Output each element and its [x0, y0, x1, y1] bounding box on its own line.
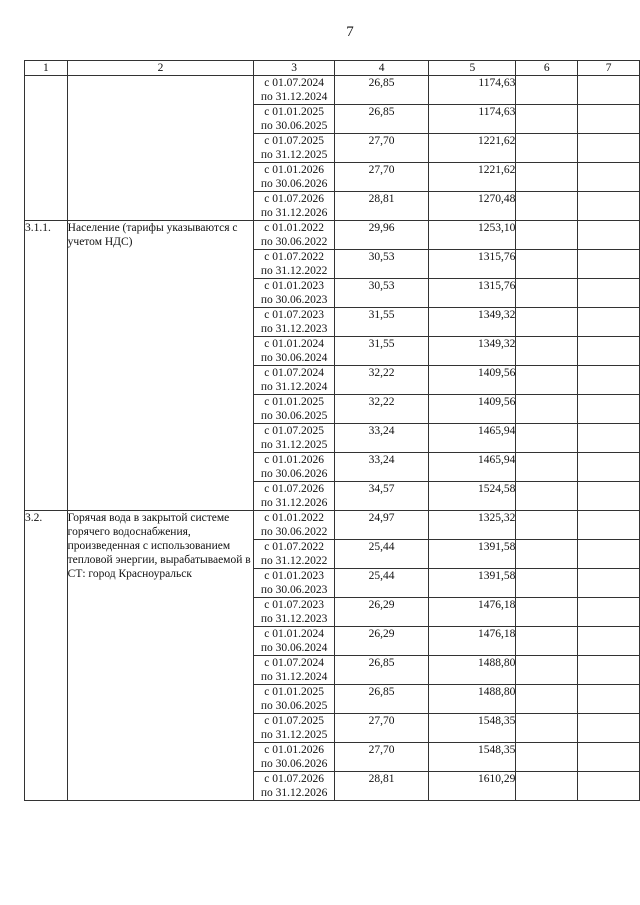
- empty-col7-cell: [578, 627, 640, 656]
- period-cell: [254, 163, 334, 192]
- value-col5-cell: 1409,56: [429, 366, 516, 395]
- value-col5-cell: 1221,62: [429, 134, 516, 163]
- value-col5-cell: 1349,32: [429, 337, 516, 366]
- period-from: с 01.01.2023: [264, 570, 324, 582]
- empty-col6-cell: [516, 366, 578, 395]
- period-cell: [254, 511, 334, 540]
- value-col5-cell: 1548,35: [429, 714, 516, 743]
- empty-col7-cell: [578, 105, 640, 134]
- period-to: по 31.12.2026: [260, 207, 328, 219]
- value-col4-cell: 26,85: [334, 685, 429, 714]
- value-col4-cell: 24,97: [334, 511, 429, 540]
- value-col4-cell: 32,22: [334, 395, 429, 424]
- value-col5-cell: 1391,58: [429, 569, 516, 598]
- empty-col6-cell: [516, 105, 578, 134]
- value-col5-cell: 1488,80: [429, 685, 516, 714]
- period-to: по 30.06.2024: [260, 642, 328, 654]
- empty-col6-cell: [516, 192, 578, 221]
- empty-col6-cell: [516, 598, 578, 627]
- period-to: по 31.12.2024: [260, 91, 328, 103]
- period-to: по 30.06.2024: [260, 352, 328, 364]
- value-col5-cell: 1315,76: [429, 279, 516, 308]
- empty-col7-cell: [578, 366, 640, 395]
- period-from: с 01.07.2023: [264, 599, 324, 611]
- empty-col6-cell: [516, 308, 578, 337]
- value-col5-cell: 1488,80: [429, 656, 516, 685]
- value-col4-cell: 32,22: [334, 366, 429, 395]
- value-col5-cell: 1221,62: [429, 163, 516, 192]
- period-from: с 01.07.2026: [264, 483, 324, 495]
- empty-col7-cell: [578, 482, 640, 511]
- period-to: по 31.12.2024: [260, 671, 328, 683]
- period-cell: [254, 540, 334, 569]
- empty-col6-cell: [516, 772, 578, 801]
- value-col5-cell: 1325,32: [429, 511, 516, 540]
- value-col5-cell: 1315,76: [429, 250, 516, 279]
- column-header: 7: [578, 61, 640, 76]
- value-col4-cell: 31,55: [334, 308, 429, 337]
- item-number-cell: 3.1.1.: [25, 221, 68, 511]
- period-to: по 30.06.2025: [260, 410, 328, 422]
- period-cell: [254, 366, 334, 395]
- period-cell: [254, 105, 334, 134]
- empty-col7-cell: [578, 424, 640, 453]
- value-col5-cell: 1476,18: [429, 627, 516, 656]
- period-cell: [254, 656, 334, 685]
- empty-col6-cell: [516, 482, 578, 511]
- empty-col6-cell: [516, 627, 578, 656]
- tariff-table: [24, 60, 640, 801]
- period-to: по 31.12.2026: [260, 787, 328, 799]
- period-cell: [254, 743, 334, 772]
- column-header: 3: [254, 61, 334, 76]
- period-cell: [254, 627, 334, 656]
- period-from: с 01.01.2025: [264, 686, 324, 698]
- value-col5-cell: 1253,10: [429, 221, 516, 250]
- value-col5-cell: 1174,63: [429, 105, 516, 134]
- period-from: с 01.01.2022: [264, 512, 324, 524]
- value-col4-cell: 27,70: [334, 163, 429, 192]
- value-col4-cell: 25,44: [334, 569, 429, 598]
- item-name-cell: [67, 76, 254, 221]
- value-col4-cell: 26,85: [334, 76, 429, 105]
- table-row: [25, 511, 640, 540]
- value-col5-cell: 1465,94: [429, 453, 516, 482]
- empty-col6-cell: [516, 221, 578, 250]
- period-cell: [254, 134, 334, 163]
- column-header: 6: [516, 61, 578, 76]
- value-col5-cell: 1391,58: [429, 540, 516, 569]
- empty-col6-cell: [516, 540, 578, 569]
- value-col4-cell: 33,24: [334, 424, 429, 453]
- period-cell: [254, 337, 334, 366]
- period-from: с 01.07.2024: [264, 657, 324, 669]
- empty-col7-cell: [578, 221, 640, 250]
- empty-col7-cell: [578, 540, 640, 569]
- column-header: 4: [334, 61, 429, 76]
- period-cell: [254, 395, 334, 424]
- empty-col7-cell: [578, 308, 640, 337]
- empty-col7-cell: [578, 453, 640, 482]
- period-to: по 30.06.2025: [260, 120, 328, 132]
- period-cell: [254, 424, 334, 453]
- period-from: с 01.07.2022: [264, 251, 324, 263]
- empty-col7-cell: [578, 772, 640, 801]
- value-col5-cell: 1349,32: [429, 308, 516, 337]
- period-to: по 31.12.2023: [260, 323, 328, 335]
- period-from: с 01.01.2023: [264, 280, 324, 292]
- period-from: с 01.01.2026: [264, 454, 324, 466]
- value-col4-cell: 26,85: [334, 656, 429, 685]
- period-to: по 31.12.2023: [260, 613, 328, 625]
- value-col5-cell: 1610,29: [429, 772, 516, 801]
- period-from: с 01.07.2024: [264, 367, 324, 379]
- period-from: с 01.01.2026: [264, 744, 324, 756]
- value-col5-cell: 1174,63: [429, 76, 516, 105]
- period-cell: [254, 221, 334, 250]
- period-from: с 01.07.2025: [264, 135, 324, 147]
- value-col4-cell: 25,44: [334, 540, 429, 569]
- value-col5-cell: 1548,35: [429, 743, 516, 772]
- period-to: по 31.12.2025: [260, 729, 328, 741]
- item-number-cell: [25, 76, 68, 221]
- empty-col6-cell: [516, 337, 578, 366]
- value-col5-cell: 1476,18: [429, 598, 516, 627]
- period-from: с 01.01.2024: [264, 628, 324, 640]
- period-cell: [254, 76, 334, 105]
- value-col5-cell: 1465,94: [429, 424, 516, 453]
- period-to: по 30.06.2023: [260, 294, 328, 306]
- empty-col6-cell: [516, 656, 578, 685]
- period-from: с 01.07.2024: [264, 77, 324, 89]
- period-from: с 01.01.2026: [264, 164, 324, 176]
- period-from: с 01.01.2024: [264, 338, 324, 350]
- empty-col7-cell: [578, 337, 640, 366]
- period-cell: [254, 714, 334, 743]
- empty-col6-cell: [516, 743, 578, 772]
- empty-col7-cell: [578, 656, 640, 685]
- empty-col6-cell: [516, 279, 578, 308]
- empty-col6-cell: [516, 134, 578, 163]
- empty-col7-cell: [578, 685, 640, 714]
- period-cell: [254, 192, 334, 221]
- value-col4-cell: 33,24: [334, 453, 429, 482]
- empty-col7-cell: [578, 279, 640, 308]
- value-col4-cell: 26,85: [334, 105, 429, 134]
- period-from: с 01.07.2022: [264, 541, 324, 553]
- period-to: по 31.12.2026: [260, 497, 328, 509]
- empty-col6-cell: [516, 685, 578, 714]
- period-cell: [254, 279, 334, 308]
- period-from: с 01.07.2026: [264, 193, 324, 205]
- period-from: с 01.07.2023: [264, 309, 324, 321]
- value-col4-cell: 26,29: [334, 598, 429, 627]
- item-name-cell: Население (тарифы указываются с учетом НДС): [67, 221, 254, 511]
- period-to: по 30.06.2022: [260, 236, 328, 248]
- empty-col7-cell: [578, 192, 640, 221]
- value-col4-cell: 27,70: [334, 714, 429, 743]
- period-to: по 30.06.2026: [260, 758, 328, 770]
- empty-col7-cell: [578, 714, 640, 743]
- period-to: по 30.06.2026: [260, 178, 328, 190]
- value-col4-cell: 29,96: [334, 221, 429, 250]
- value-col4-cell: 28,81: [334, 772, 429, 801]
- period-to: по 31.12.2025: [260, 439, 328, 451]
- empty-col6-cell: [516, 511, 578, 540]
- period-cell: [254, 250, 334, 279]
- value-col5-cell: 1270,48: [429, 192, 516, 221]
- page-number: 7: [346, 24, 354, 40]
- empty-col7-cell: [578, 163, 640, 192]
- empty-col7-cell: [578, 134, 640, 163]
- empty-col6-cell: [516, 424, 578, 453]
- period-to: по 30.06.2023: [260, 584, 328, 596]
- empty-col7-cell: [578, 743, 640, 772]
- period-from: с 01.07.2025: [264, 425, 324, 437]
- period-to: по 30.06.2026: [260, 468, 328, 480]
- period-from: с 01.01.2025: [264, 106, 324, 118]
- empty-col7-cell: [578, 250, 640, 279]
- period-cell: [254, 308, 334, 337]
- empty-col6-cell: [516, 163, 578, 192]
- empty-col6-cell: [516, 714, 578, 743]
- empty-col6-cell: [516, 453, 578, 482]
- period-to: по 31.12.2024: [260, 381, 328, 393]
- period-cell: [254, 772, 334, 801]
- column-header: 2: [67, 61, 254, 76]
- period-to: по 31.12.2022: [260, 555, 328, 567]
- table-row: [25, 221, 640, 250]
- column-header: 1: [25, 61, 68, 76]
- column-header: 5: [429, 61, 516, 76]
- empty-col6-cell: [516, 569, 578, 598]
- value-col4-cell: 28,81: [334, 192, 429, 221]
- period-from: с 01.01.2025: [264, 396, 324, 408]
- period-from: с 01.07.2025: [264, 715, 324, 727]
- value-col4-cell: 27,70: [334, 134, 429, 163]
- period-cell: [254, 685, 334, 714]
- period-to: по 31.12.2022: [260, 265, 328, 277]
- empty-col7-cell: [578, 395, 640, 424]
- period-to: по 31.12.2025: [260, 149, 328, 161]
- value-col4-cell: 26,29: [334, 627, 429, 656]
- period-to: по 30.06.2025: [260, 700, 328, 712]
- table-row: [25, 76, 640, 105]
- period-cell: [254, 598, 334, 627]
- period-cell: [254, 453, 334, 482]
- column-number-row: [25, 61, 640, 76]
- period-cell: [254, 569, 334, 598]
- empty-col7-cell: [578, 76, 640, 105]
- item-name-cell: Горячая вода в закрытой системе горячего водоснабжения, произведенная с использованием тепловой энергии, вырабатываемой в СТ: город Красноуральск: [67, 511, 254, 801]
- period-from: с 01.01.2022: [264, 222, 324, 234]
- item-number-cell: 3.2.: [25, 511, 68, 801]
- value-col5-cell: 1524,58: [429, 482, 516, 511]
- value-col4-cell: 30,53: [334, 279, 429, 308]
- period-cell: [254, 482, 334, 511]
- empty-col6-cell: [516, 76, 578, 105]
- period-from: с 01.07.2026: [264, 773, 324, 785]
- value-col4-cell: 31,55: [334, 337, 429, 366]
- empty-col7-cell: [578, 598, 640, 627]
- empty-col6-cell: [516, 250, 578, 279]
- empty-col6-cell: [516, 395, 578, 424]
- period-to: по 30.06.2022: [260, 526, 328, 538]
- value-col4-cell: 30,53: [334, 250, 429, 279]
- empty-col7-cell: [578, 569, 640, 598]
- value-col4-cell: 34,57: [334, 482, 429, 511]
- empty-col7-cell: [578, 511, 640, 540]
- value-col4-cell: 27,70: [334, 743, 429, 772]
- value-col5-cell: 1409,56: [429, 395, 516, 424]
